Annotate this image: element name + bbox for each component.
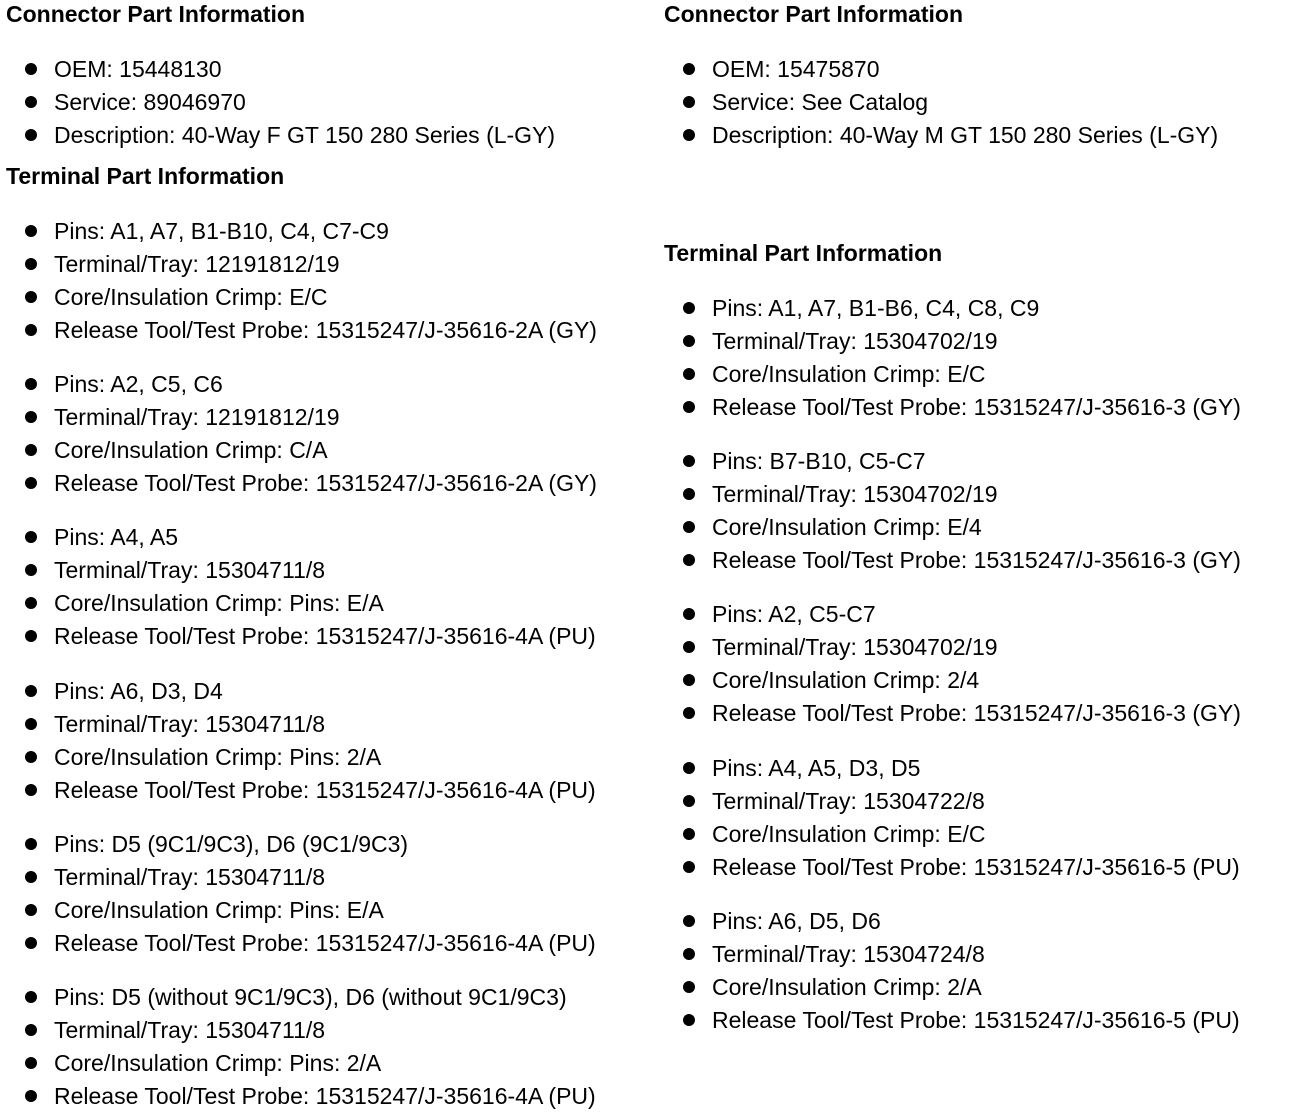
list-item: Terminal/Tray: 12191812/19 bbox=[6, 250, 597, 283]
list-item: Core/Insulation Crimp: 2/4 bbox=[664, 666, 1241, 699]
bullet-icon bbox=[25, 444, 37, 456]
bullet-icon bbox=[25, 63, 37, 75]
bullet-icon bbox=[683, 335, 695, 347]
bullet-icon bbox=[683, 368, 695, 380]
left-terminal-group-5 bbox=[6, 830, 596, 962]
list-item: Terminal/Tray: 15304711/8 bbox=[6, 710, 596, 743]
list-item: Core/Insulation Crimp: Pins: E/A bbox=[6, 896, 596, 929]
bullet-icon bbox=[25, 991, 37, 1003]
bullet-icon bbox=[25, 784, 37, 796]
list-item: Core/Insulation Crimp: C/A bbox=[6, 436, 597, 469]
list-item: Pins: A4, A5 bbox=[6, 523, 596, 556]
list-item: Terminal/Tray: 12191812/19 bbox=[6, 403, 597, 436]
list-item: Release Tool/Test Probe: 15315247/J-35616-4A (PU) bbox=[6, 929, 596, 962]
list-item: Terminal/Tray: 15304722/8 bbox=[664, 787, 1240, 820]
list-item: Terminal/Tray: 15304711/8 bbox=[6, 1016, 596, 1049]
bullet-icon bbox=[683, 641, 695, 653]
bullet-icon bbox=[683, 707, 695, 719]
list-item: Release Tool/Test Probe: 15315247/J-35616-4A (PU) bbox=[6, 1082, 596, 1115]
list-item: Release Tool/Test Probe: 15315247/J-35616-5 (PU) bbox=[664, 853, 1240, 886]
list-item: Description: 40-Way M GT 150 280 Series (L-GY) bbox=[664, 121, 1218, 154]
bullet-icon bbox=[683, 302, 695, 314]
bullet-icon bbox=[683, 488, 695, 500]
bullet-icon bbox=[683, 762, 695, 774]
bullet-icon bbox=[25, 564, 37, 576]
list-item: Service: See Catalog bbox=[664, 88, 1218, 121]
list-item: Terminal/Tray: 15304711/8 bbox=[6, 863, 596, 896]
list-item: Core/Insulation Crimp: Pins: 2/A bbox=[6, 743, 596, 776]
bullet-icon bbox=[683, 861, 695, 873]
bullet-icon bbox=[683, 828, 695, 840]
list-item: Core/Insulation Crimp: 2/A bbox=[664, 973, 1240, 1006]
bullet-icon bbox=[25, 838, 37, 850]
list-item: Release Tool/Test Probe: 15315247/J-35616-3 (GY) bbox=[664, 393, 1241, 426]
list-item: Core/Insulation Crimp: E/4 bbox=[664, 513, 1241, 546]
bullet-icon bbox=[683, 674, 695, 686]
bullet-icon bbox=[683, 948, 695, 960]
bullet-icon bbox=[25, 904, 37, 916]
list-item: Pins: A4, A5, D3, D5 bbox=[664, 754, 1240, 787]
left-terminal-group-6 bbox=[6, 983, 596, 1115]
list-item: Release Tool/Test Probe: 15315247/J-35616-3 (GY) bbox=[664, 699, 1241, 732]
bullet-icon bbox=[25, 258, 37, 270]
list-item: Release Tool/Test Probe: 15315247/J-35616-5 (PU) bbox=[664, 1006, 1240, 1039]
bullet-icon bbox=[25, 378, 37, 390]
list-item: Pins: A2, C5, C6 bbox=[6, 370, 597, 403]
bullet-icon bbox=[683, 608, 695, 620]
right-terminal-group-5 bbox=[664, 907, 1240, 1039]
list-item: Pins: A2, C5-C7 bbox=[664, 600, 1241, 633]
list-item: Core/Insulation Crimp: Pins: 2/A bbox=[6, 1049, 596, 1082]
bullet-icon bbox=[683, 63, 695, 75]
bullet-icon bbox=[25, 531, 37, 543]
bullet-icon bbox=[25, 718, 37, 730]
bullet-icon bbox=[25, 129, 37, 141]
right-connector-list bbox=[664, 55, 1218, 154]
bullet-icon bbox=[683, 96, 695, 108]
bullet-icon bbox=[25, 630, 37, 642]
bullet-icon bbox=[683, 129, 695, 141]
bullet-icon bbox=[25, 324, 37, 336]
list-item: Pins: A6, D3, D4 bbox=[6, 677, 596, 710]
left-terminal-group-3 bbox=[6, 523, 596, 655]
bullet-icon bbox=[683, 455, 695, 467]
bullet-icon bbox=[25, 1024, 37, 1036]
list-item: Release Tool/Test Probe: 15315247/J-35616-2A (GY) bbox=[6, 316, 597, 349]
bullet-icon bbox=[683, 554, 695, 566]
bullet-icon bbox=[25, 225, 37, 237]
bullet-icon bbox=[683, 401, 695, 413]
left-terminal-group-1 bbox=[6, 217, 597, 349]
list-item: Pins: A1, A7, B1-B6, C4, C8, C9 bbox=[664, 294, 1241, 327]
bullet-icon bbox=[25, 937, 37, 949]
bullet-icon bbox=[25, 96, 37, 108]
right-terminal-group-2 bbox=[664, 447, 1241, 579]
left-terminal-heading: Terminal Part Information bbox=[6, 163, 285, 189]
list-item: Release Tool/Test Probe: 15315247/J-35616-4A (PU) bbox=[6, 776, 596, 809]
bullet-icon bbox=[683, 521, 695, 533]
right-terminal-group-4 bbox=[664, 754, 1240, 886]
list-item: Release Tool/Test Probe: 15315247/J-35616-2A (GY) bbox=[6, 469, 597, 502]
bullet-icon bbox=[25, 751, 37, 763]
list-item: Pins: A6, D5, D6 bbox=[664, 907, 1240, 940]
list-item: Pins: B7-B10, C5-C7 bbox=[664, 447, 1241, 480]
list-item: Description: 40-Way F GT 150 280 Series (L-GY) bbox=[6, 121, 555, 154]
list-item: Core/Insulation Crimp: E/C bbox=[6, 283, 597, 316]
list-item: Service: 89046970 bbox=[6, 88, 555, 121]
list-item: Terminal/Tray: 15304702/19 bbox=[664, 327, 1241, 360]
left-connector-list bbox=[6, 55, 555, 154]
bullet-icon bbox=[683, 795, 695, 807]
list-item: Terminal/Tray: 15304702/19 bbox=[664, 480, 1241, 513]
list-item: Pins: A1, A7, B1-B10, C4, C7-C9 bbox=[6, 217, 597, 250]
bullet-icon bbox=[25, 1057, 37, 1069]
list-item: OEM: 15475870 bbox=[664, 55, 1218, 88]
bullet-icon bbox=[683, 1014, 695, 1026]
bullet-icon bbox=[25, 477, 37, 489]
list-item: Pins: D5 (9C1/9C3), D6 (9C1/9C3) bbox=[6, 830, 596, 863]
list-item: Terminal/Tray: 15304724/8 bbox=[664, 940, 1240, 973]
left-connector-heading: Connector Part Information bbox=[6, 1, 306, 27]
bullet-icon bbox=[25, 291, 37, 303]
list-item: Pins: D5 (without 9C1/9C3), D6 (without 9C1/9C3) bbox=[6, 983, 596, 1016]
bullet-icon bbox=[25, 1090, 37, 1102]
bullet-icon bbox=[25, 597, 37, 609]
list-item: Terminal/Tray: 15304702/19 bbox=[664, 633, 1241, 666]
list-item: Core/Insulation Crimp: E/C bbox=[664, 820, 1240, 853]
left-terminal-group-4 bbox=[6, 677, 596, 809]
left-terminal-group-2 bbox=[6, 370, 597, 502]
right-terminal-group-3 bbox=[664, 600, 1241, 732]
list-item: Release Tool/Test Probe: 15315247/J-35616-4A (PU) bbox=[6, 622, 596, 655]
right-terminal-heading: Terminal Part Information bbox=[664, 240, 943, 266]
right-connector-heading: Connector Part Information bbox=[664, 1, 964, 27]
list-item: Release Tool/Test Probe: 15315247/J-35616-3 (GY) bbox=[664, 546, 1241, 579]
list-item: OEM: 15448130 bbox=[6, 55, 555, 88]
bullet-icon bbox=[25, 871, 37, 883]
list-item: Core/Insulation Crimp: Pins: E/A bbox=[6, 589, 596, 622]
bullet-icon bbox=[683, 915, 695, 927]
bullet-icon bbox=[25, 685, 37, 697]
bullet-icon bbox=[683, 981, 695, 993]
list-item: Terminal/Tray: 15304711/8 bbox=[6, 556, 596, 589]
bullet-icon bbox=[25, 411, 37, 423]
right-terminal-group-1 bbox=[664, 294, 1241, 426]
list-item: Core/Insulation Crimp: E/C bbox=[664, 360, 1241, 393]
